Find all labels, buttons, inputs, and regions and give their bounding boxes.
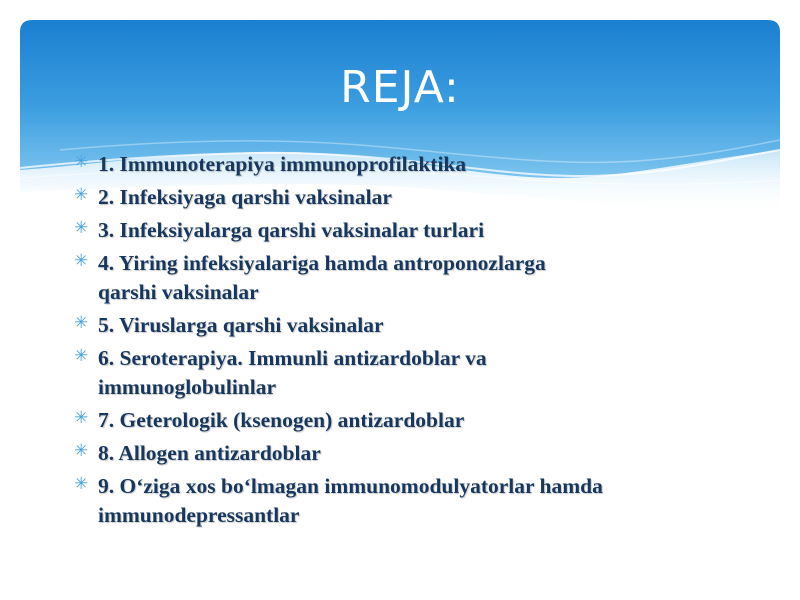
agenda-list [74, 150, 764, 534]
agenda-item-text: 7. Geterologik (ksenogen) antizardoblar [98, 408, 465, 432]
agenda-item-text: 1. Immunoterapiya immunoprofilaktika [98, 152, 467, 176]
agenda-item [74, 216, 764, 245]
agenda-item [74, 150, 764, 179]
agenda-item [74, 249, 764, 307]
agenda-item-text: 8. Allogen antizardoblar [98, 441, 321, 465]
asterisk-icon: ✳ [74, 313, 89, 333]
slide-title: REJA: [340, 62, 460, 113]
agenda-item [74, 472, 764, 530]
agenda-item [74, 311, 764, 340]
agenda-item-text-continued: immunoglobulinlar [98, 375, 277, 399]
asterisk-icon: ✳ [74, 408, 89, 428]
asterisk-icon: ✳ [74, 251, 89, 271]
agenda-item [74, 183, 764, 212]
asterisk-icon: ✳ [74, 441, 89, 461]
agenda-item-text: 6. Seroterapiya. Immunli antizardoblar va [98, 346, 487, 370]
agenda-item-text: 3. Infeksiyalarga qarshi vaksinalar turlari [98, 218, 485, 242]
agenda-item-text: 4. Yiring infeksiyalariga hamda antroponozlarga [98, 251, 546, 275]
asterisk-icon: ✳ [74, 152, 89, 172]
agenda-item-text: 9. O‘ziga xos bo‘lmagan immunomodulyatorlar hamda [98, 474, 603, 498]
agenda-item-text: 2. Infeksiyaga qarshi vaksinalar [98, 185, 392, 209]
asterisk-icon: ✳ [74, 346, 89, 366]
asterisk-icon: ✳ [74, 474, 89, 494]
asterisk-icon: ✳ [74, 218, 89, 238]
agenda-item-text-continued: qarshi vaksinalar [98, 280, 259, 304]
agenda-item [74, 439, 764, 468]
agenda-item-text: 5. Viruslarga qarshi vaksinalar [98, 313, 384, 337]
agenda-item-text-continued: immunodepressantlar [98, 503, 300, 527]
asterisk-icon: ✳ [74, 185, 89, 205]
agenda-item [74, 344, 764, 402]
agenda-item [74, 406, 764, 435]
